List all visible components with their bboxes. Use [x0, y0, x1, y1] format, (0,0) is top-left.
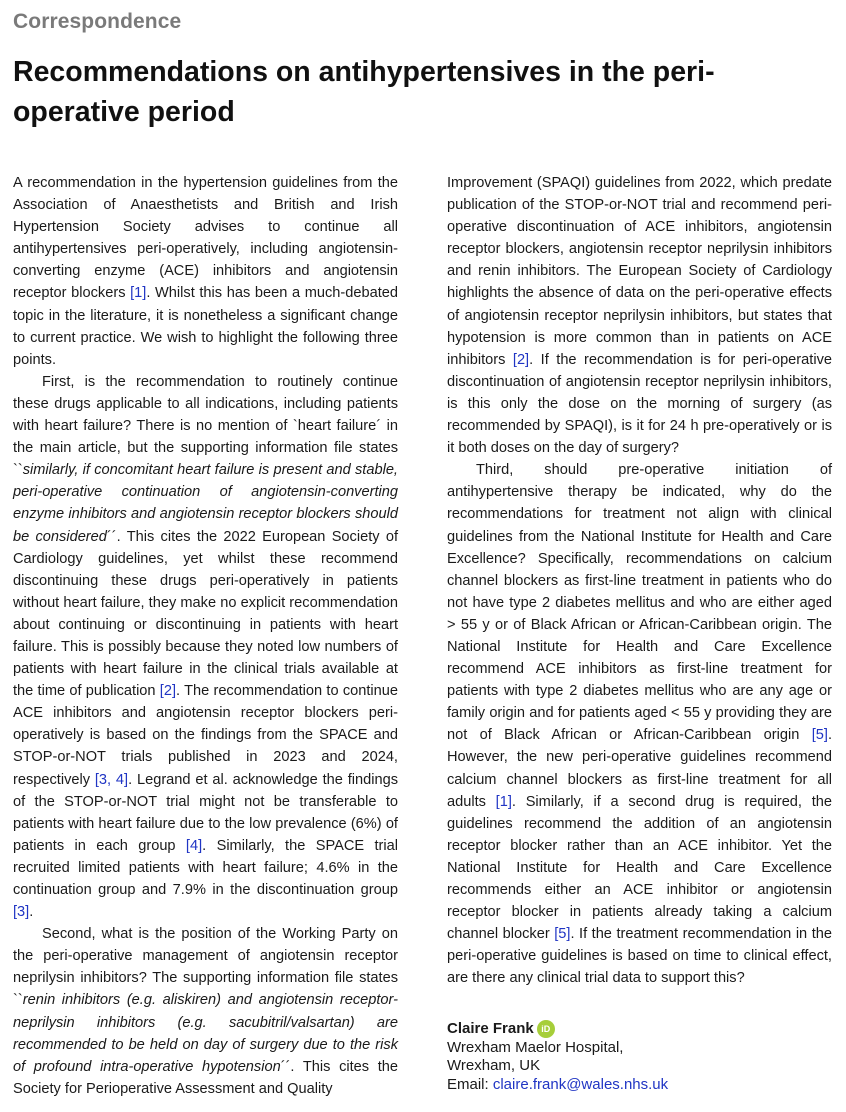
paragraph-second-point: Second, what is the position of the Working Party on the peri-operative management of angiotensin receptor neprilysin inhibitors? The supporting information file states ``renin inhibitors (e.g. aliskiren) and angiotensin receptor-neprilysin inhibitors (e.g. sacubitril/valsartan) are recommended to be held on day of surgery due to the risk of profound intra-operative hypotension´´. This cites the Society for Perioperative Assessment and Quality — [13, 926, 398, 1097]
citation-link[interactable]: [3, 4] — [94, 771, 129, 788]
citation-link[interactable]: [1] — [495, 793, 512, 810]
quote: renin inhibitors (e.g. aliskiren) and angiotensin receptor-neprilysin inhibitors (e.g. sacubitril/valsartan) are recommended to be held on day of surgery due to the risk of profound intra-operative hypotension — [13, 992, 398, 1075]
citation-link[interactable]: [4] — [185, 837, 203, 854]
right-column — [447, 172, 832, 989]
paragraph-third-point: Third, should pre-operative initiation of antihypertensive therapy be indicated, why do the recommendations for treatment not align with clinical guidelines from the National Institute for Health and Care Excellence? Specifically, recommendations on calcium channel blockers as first-line treatment in patients who do not have type 2 diabetes mellitus and who are either aged > 55 y or of Black African or African-Caribbean origin. The National Institute for Health and Care Excellence recommend ACE inhibitors as first-line treatment for patients with type 2 diabetes mellitus who are any age or family origin and for patients aged < 55 y providing they are not of Black African or African-Caribbean origin [5]. However, the new peri-operative guidelines recommend calcium channel blockers as first-line treatment for all adults [1]. Similarly, if a second drug is required, the guidelines recommend the addition of an angiotensin receptor blocker rather than an ACE inhibitor. Yet the National Institute for Health and Care Excellence recommends either an ACE inhibitor or angiotensin receptor blocker in patients already taking a calcium channel blocker [5]. If the treatment recommendation in the peri-operative guidelines is based on time to clinical effect, are there any clinical trial data to support this? — [447, 462, 832, 987]
citation-link[interactable]: [1] — [130, 285, 147, 302]
citation-link[interactable]: [2] — [512, 351, 530, 368]
paragraph-second-point-continued: Improvement (SPAQI) guidelines from 2022, which predate publication of the STOP-or-NOT trial and recommend peri-operative discontinuation of ACE inhibitors, angiotensin receptor blockers, angiotensin receptor neprilysin inhibitors and renin inhibitors. The European Society of Cardiology highlights the absence of data on the peri-operative effects of angiotensin receptor neprilysin inhibitors, but states that hypotension is more common than in patients on ACE inhibitors [2]. If the recommendation is for peri-operative discontinuation of angiotensin receptor neprilysin inhibitors, is this only the dose on the morning of surgery (as recommended by SPAQI), is it for 24 h pre-operatively or is it both doses on the day of surgery? — [447, 175, 832, 457]
citation-link[interactable]: [5] — [811, 727, 828, 744]
section-label: Correspondence — [13, 10, 182, 33]
orcid-icon[interactable]: iD — [537, 1020, 555, 1038]
email-label: Email: — [447, 1075, 493, 1093]
citation-link[interactable]: [2] — [159, 683, 177, 700]
affiliation-line1: Wrexham Maelor Hospital, — [447, 1038, 624, 1056]
article-title: Recommendations on antihypertensives in the peri-operative period — [13, 56, 715, 128]
quote: similarly, if concomitant heart failure is present and stable, peri-operative continuation of angiotensin-converting enzyme inhibitors and angiotensin receptor blockers should be considered — [13, 462, 398, 545]
author-signature — [447, 1020, 832, 1094]
email-link[interactable]: claire.frank@wales.nhs.uk — [492, 1075, 669, 1093]
citation-link[interactable]: [3] — [13, 904, 30, 921]
left-column — [13, 172, 398, 1100]
email-row — [447, 1076, 832, 1095]
citation-link[interactable]: [5] — [554, 926, 571, 943]
author-name: Claire Frank — [447, 1020, 534, 1037]
author-name-row — [447, 1020, 832, 1039]
paragraph-intro: A recommendation in the hypertension guidelines from the Association of Anaesthetists and British and Irish Hypertension Society advises to continue all antihypertensives peri-operatively, including angiotensin-converting enzyme (ACE) inhibitors and angiotensin receptor blockers [1]. Whilst this has been a much-debated topic in the literature, it is nonetheless a significant change to current practice. We wish to highlight the following three points. — [13, 175, 398, 368]
paragraph-first-point: First, is the recommendation to routinely continue these drugs applicable to all indications, including patients with heart failure? There is no mention of `heart failure´ in the main article, but the supporting information file states ``similarly, if concomitant heart failure is present and stable, peri-operative continuation of angiotensin-converting enzyme inhibitors and angiotensin receptor blockers should be considered´´. This cites the 2022 European Society of Cardiology guidelines, yet whilst these recommend discontinuing these drugs peri-operatively in patients without heart failure, they make no explicit recommendation about continuing or discontinuing in patients with heart failure. This is possibly because they noted low numbers of patients with heart failure in the clinical trials available at the time of publication [2]. The recommendation to continue ACE inhibitors and angiotensin receptor blockers peri-operatively is based on the findings from the SPACE and STOP-or-NOT trials published in 2023 and 2024, respectively [3, 4]. Legrand et al. acknowledge the findings of the STOP-or-NOT trial might not be transferable to patients with heart failure due to the low prevalence (6%) of patients in each group [4]. Similarly, the SPACE trial recruited limited patients with heart failure; 4.6% in the continuation group and 7.9% in the discontinuation group [3]. — [13, 373, 398, 921]
affiliation-line2: Wrexham, UK — [447, 1057, 541, 1074]
